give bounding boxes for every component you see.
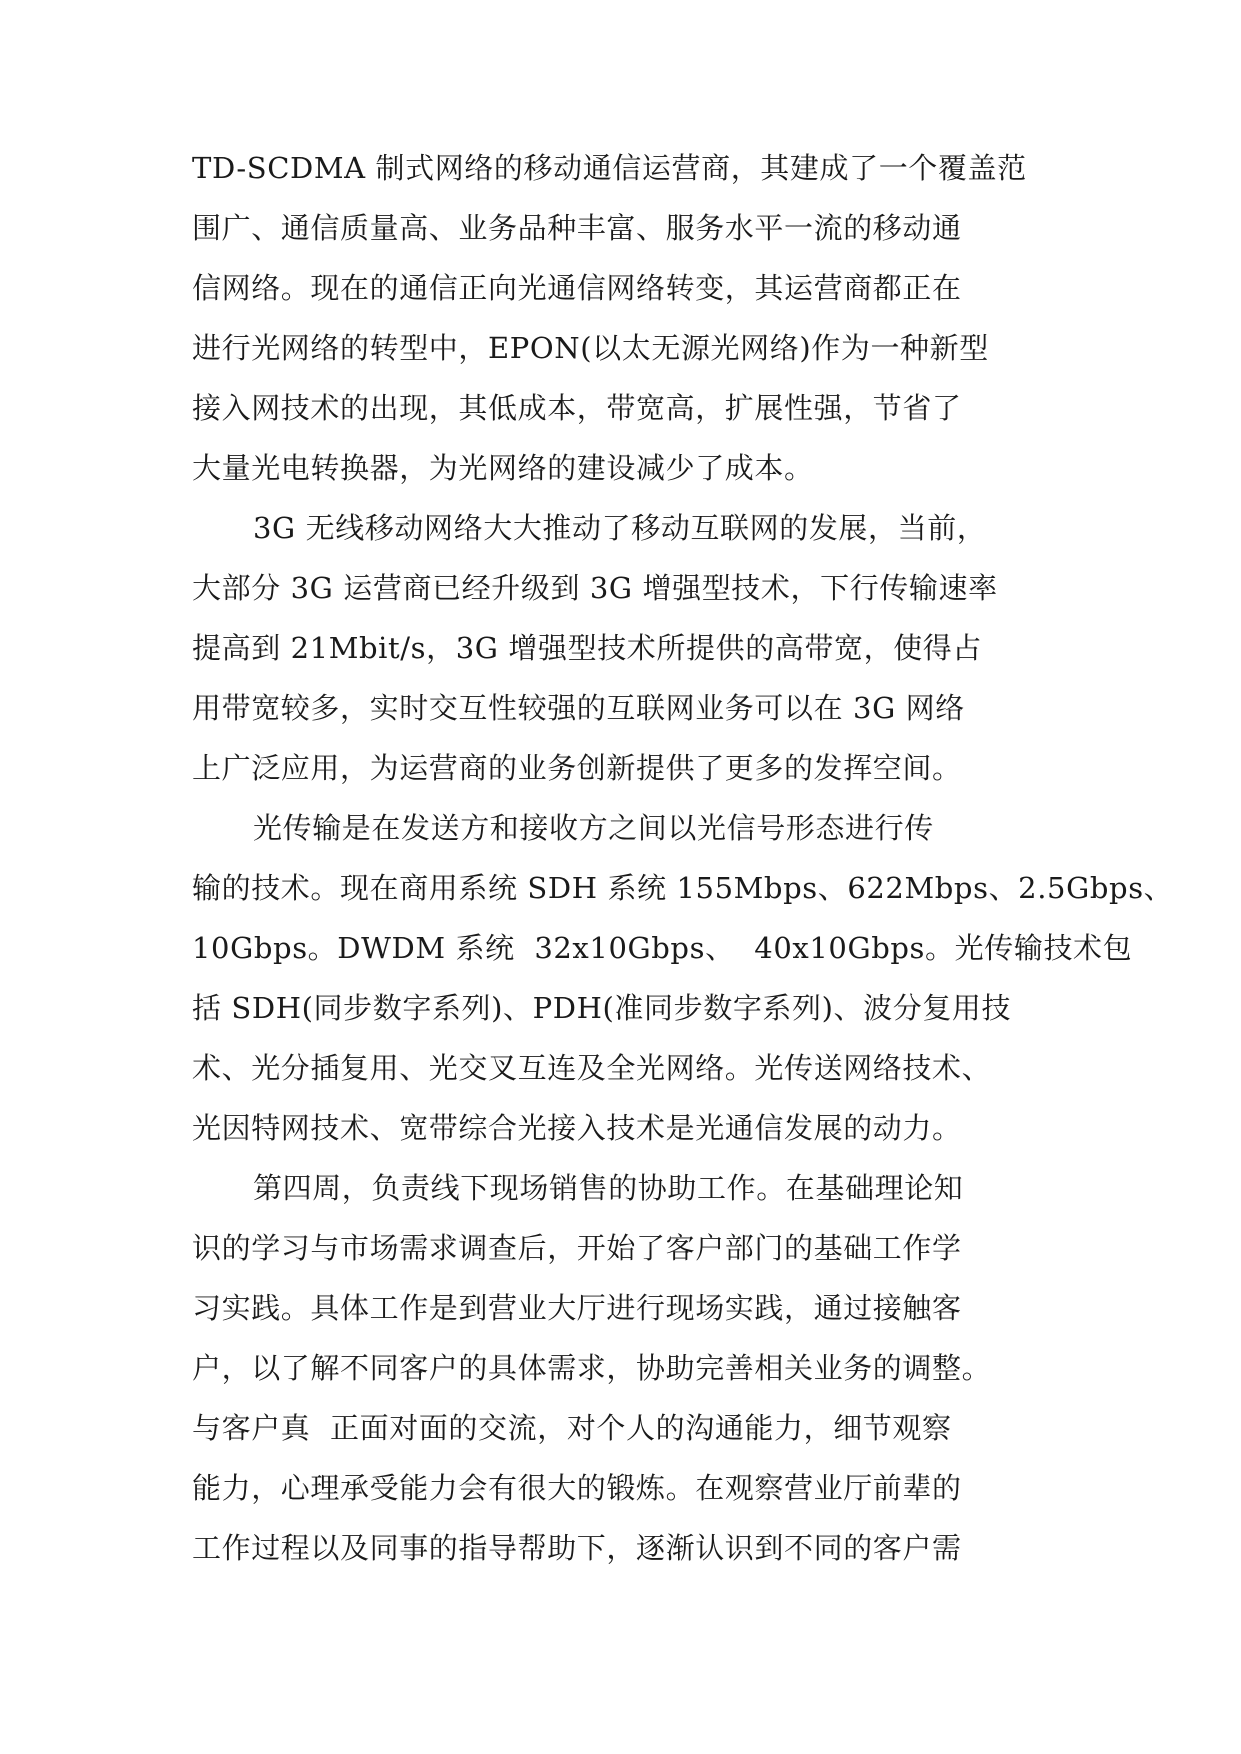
text-line: 接入网技术的出现，其低成本，带宽高，扩展性强，节省了 — [192, 391, 962, 425]
text-line: 10Gbps。DWDM 系统 32x10Gbps、 40x10Gbps。光传输技术包 — [192, 931, 1133, 965]
text-line: 提高到 21Mbit/s，3G 增强型技术所提供的高带宽，使得占 — [192, 631, 982, 665]
text-line: 上广泛应用，为运营商的业务创新提供了更多的发挥空间。 — [192, 751, 962, 785]
text-line: TD-SCDMA 制式网络的移动通信运营商，其建成了一个覆盖范 — [192, 151, 1027, 185]
text-line: 习实践。具体工作是到营业大厅进行现场实践，通过接触客 — [192, 1291, 962, 1325]
text-line: 围广、通信质量高、业务品种丰富、服务水平一流的移动通 — [192, 211, 962, 245]
text-line: 户，以了解不同客户的具体需求，协助完善相关业务的调整。 — [192, 1351, 992, 1385]
text-line: 工作过程以及同事的指导帮助下，逐渐认识到不同的客户需 — [192, 1531, 962, 1565]
text-line: 信网络。现在的通信正向光通信网络转变，其运营商都正在 — [192, 271, 962, 305]
text-line: 光因特网技术、宽带综合光接入技术是光通信发展的动力。 — [192, 1111, 962, 1145]
text-line: 用带宽较多，实时交互性较强的互联网业务可以在 3G 网络 — [192, 691, 965, 725]
text-line: 术、光分插复用、光交叉互连及全光网络。光传送网络技术、 — [192, 1051, 992, 1085]
text-line: 识的学习与市场需求调查后，开始了客户部门的基础工作学 — [192, 1231, 962, 1265]
text-line: 能力，心理承受能力会有很大的锻炼。在观察营业厅前辈的 — [192, 1471, 962, 1505]
paragraph-first-line: 3G 无线移动网络大大推动了移动互联网的发展，当前， — [253, 511, 987, 545]
text-line: 进行光网络的转型中，EPON(以太无源光网络)作为一种新型 — [192, 331, 989, 365]
paragraph-first-line: 光传输是在发送方和接收方之间以光信号形态进行传 — [253, 811, 934, 845]
text-line: 括 SDH(同步数字系列)、PDH(准同步数字系列)、波分复用技 — [192, 991, 1012, 1025]
text-line: 大部分 3G 运营商已经升级到 3G 增强型技术，下行传输速率 — [192, 571, 998, 605]
paragraph-first-line: 第四周，负责线下现场销售的协助工作。在基础理论知 — [253, 1171, 964, 1205]
text-line: 与客户真 正面对面的交流，对个人的沟通能力，细节观察 — [192, 1411, 952, 1445]
text-line: 大量光电转换器，为光网络的建设减少了成本。 — [192, 451, 814, 485]
text-line: 输的技术。现在商用系统 SDH 系统 155Mbps、622Mbps、2.5Gbps、 — [192, 871, 1174, 905]
